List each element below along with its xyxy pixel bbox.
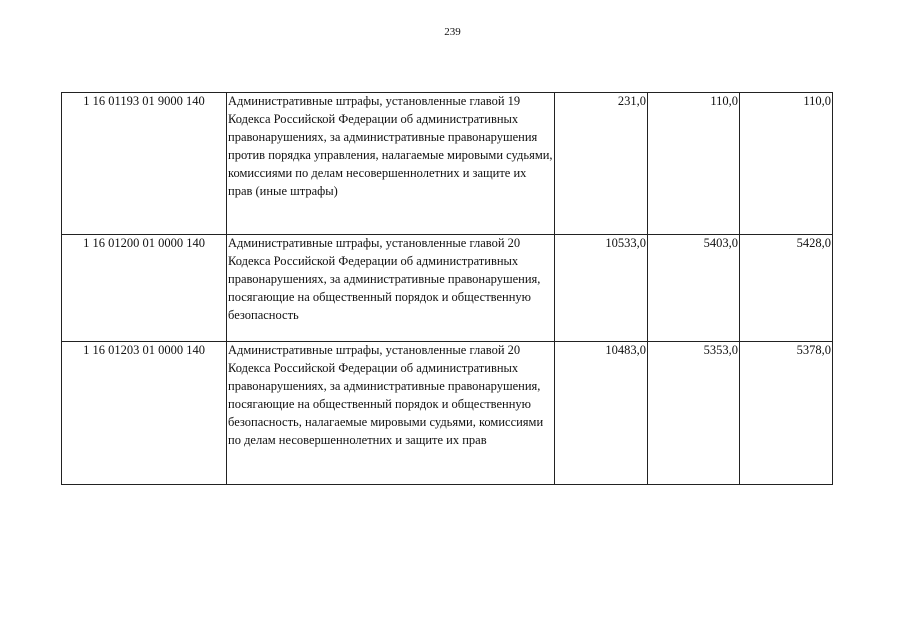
table-row <box>62 235 833 342</box>
amount-year-2: 110,0 <box>648 93 740 235</box>
revenue-description: Административные штрафы, установленные главой 19 Кодекса Российской Федерации об административных правонарушениях, за административные правонарушения против порядка управления, налагаемые мировыми судьями, комиссиями по делам несовершеннолетних и защите их прав (иные штрафы) <box>227 93 555 235</box>
revenue-description: Административные штрафы, установленные главой 20 Кодекса Российской Федерации об административных правонарушениях, за административные правонарушения, посягающие на общественный порядок и общественную безопасность <box>227 235 555 342</box>
amount-year-1: 10483,0 <box>555 342 648 485</box>
page-number: 239 <box>444 26 461 38</box>
revenue-description: Административные штрафы, установленные главой 20 Кодекса Российской Федерации об административных правонарушениях, за административные правонарушения, посягающие на общественный порядок и общественную безопасность, налагаемые мировыми судьями, комиссиями по делам несовершеннолетних и защите их прав <box>227 342 555 485</box>
budget-code: 1 16 01193 01 9000 140 <box>62 93 227 235</box>
amount-year-3: 5428,0 <box>740 235 833 342</box>
amount-year-3: 5378,0 <box>740 342 833 485</box>
amount-year-2: 5403,0 <box>648 235 740 342</box>
table-row <box>62 342 833 485</box>
amount-year-2: 5353,0 <box>648 342 740 485</box>
amount-year-1: 10533,0 <box>555 235 648 342</box>
amount-year-1: 231,0 <box>555 93 648 235</box>
table-row <box>62 93 833 235</box>
budget-table <box>61 92 833 485</box>
budget-code: 1 16 01203 01 0000 140 <box>62 342 227 485</box>
budget-code: 1 16 01200 01 0000 140 <box>62 235 227 342</box>
amount-year-3: 110,0 <box>740 93 833 235</box>
